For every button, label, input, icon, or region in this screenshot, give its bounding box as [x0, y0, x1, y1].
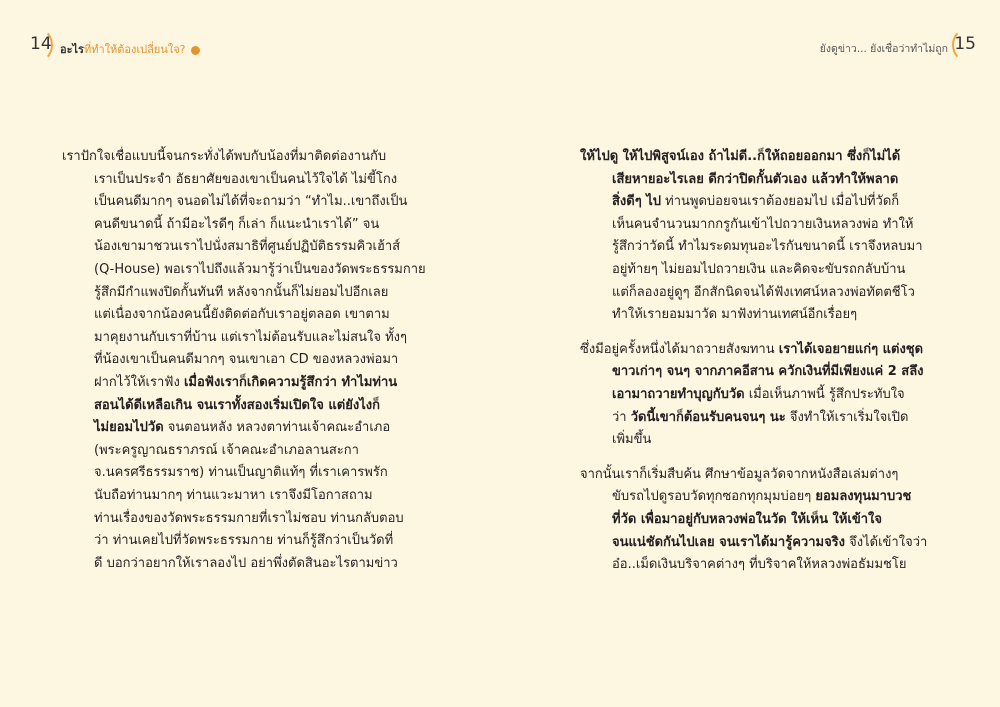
bold-text: วัดนี้เขาก็ต้อนรับคนจนๆ นะ: [630, 409, 786, 425]
text-run: จนตอนหลัง หลวงตาท่านเจ้าคณะอำเภอ: [163, 420, 391, 436]
text-run: ท่านพูดบ่อยจนเราต้องยอมไป เมื่อไปที่วัดก็: [661, 194, 900, 210]
text-line: [580, 464, 940, 487]
bold-text: เราได้เจอยายแก่ๆ แต่งชุด: [778, 341, 924, 357]
text-line: [580, 384, 940, 407]
text-line: [62, 440, 418, 463]
text-run: แต่ก็ลองอยู่ดูๆ อีกสักนิดจนได้ฟังเทศน์หลวงพ่อทัตตชีโว: [612, 284, 915, 300]
text-run: เราปักใจเชื่อแบบนี้จนกระทั่งได้พบกับน้องที่มาติดต่องานกับ: [62, 149, 387, 164]
text-line: [62, 259, 426, 282]
text-run: เป็นคนดีมากๆ จนอดไม่ได้ที่จะถามว่า “ทำไม..เขาถึงเป็น: [94, 194, 408, 210]
text-line: [580, 236, 940, 259]
text-run: เมื่อเห็นภาพนี้ รู้สึกประทับใจ: [744, 386, 905, 402]
left-column-text: [62, 146, 426, 575]
running-title-bold: อะไร: [60, 43, 84, 56]
text-run: อยู่ท้ายๆ ไม่ยอมไปถวายเงิน และคิดจะขับรถกลับบ้าน: [612, 261, 906, 277]
text-run: น้องเขามาชวนเราไปนั่งสมาธิที่ศูนย์ปฏิบัติธรรมคิวเฮ้าส์: [94, 239, 401, 255]
text-line: [62, 372, 418, 395]
text-line: [62, 395, 418, 418]
text-line: [580, 509, 940, 532]
text-line: [62, 508, 418, 531]
bold-text: ให้ไปดู ให้ไปพิสูจน์เอง ถ้าไม่ดี..ก็ให้ถอยออกมา ซึ่งก็ไม่ได้: [580, 149, 901, 164]
text-run: นับถือท่านมากๆ ท่านแวะมาหา เราจึงมีโอกาสถาม: [94, 487, 373, 503]
text-run: เห็นคนจำนวนมากกรูกันเข้าไปถวายเงินหลวงพ่อ ทำให้: [612, 216, 914, 232]
text-line: [580, 191, 940, 214]
text-run: ทำให้เรายอมมาวัด มาฟังท่านเทศน์อีกเรื่อยๆ: [612, 307, 858, 323]
text-line: [580, 214, 940, 237]
text-run: ซึ่งมีอยู่ครั้งหนึ่งได้มาถวายสังฆทาน: [580, 341, 779, 357]
text-run: เราเป็นประจำ อัธยาศัยของเขาเป็นคนไว้ใจได้ ไม่ขี้โกง: [94, 171, 398, 187]
text-line: [62, 462, 418, 485]
page-number-right: 15: [954, 34, 976, 54]
text-line: [62, 282, 418, 305]
bold-text: จนแน่ชัดกันไปเลย จนเราได้มารู้ความจริง: [612, 534, 846, 550]
running-title-left: [60, 40, 200, 58]
text-line: [62, 169, 418, 192]
text-run: รู้สึกมีกำแพงปิดกั้นทันที หลังจากนั้นก็ไม่ยอมไปอีกเลย: [94, 284, 389, 300]
text-line: [580, 361, 940, 384]
text-run: อ๋อ..เม็ดเงินบริจาคต่างๆ ที่บริจาคให้หลวงพ่อธัมมชโย: [612, 557, 907, 573]
text-line: [580, 259, 940, 282]
bold-text: สิ่งดีๆ ไป: [612, 194, 662, 210]
bold-text: เสียหายอะไรเลย ดีกว่าปิดกั้นตัวเอง แล้วทำให้พลาด: [612, 171, 899, 187]
text-run: ว่า: [612, 409, 631, 425]
text-run: ขับรถไปดูรอบวัดทุกซอกทุกมุมบ่อยๆ: [612, 489, 816, 505]
text-line: [62, 530, 418, 553]
text-run: ดี บอกว่าอยากให้เราลองไป อย่าพึ่งตัดสินอะไรตามข่าว: [94, 555, 398, 571]
paragraph: [580, 146, 940, 327]
orange-circle-icon: [191, 46, 200, 55]
text-run: จากนั้นเราก็เริ่มสืบค้น ศึกษาข้อมูลวัดจากหนังสือเล่มต่างๆ: [580, 466, 899, 482]
right-column-text: [580, 146, 940, 589]
text-line: [580, 532, 940, 555]
running-title-rest: ที่ทำให้ต้องเปลี่ยนใจ?: [83, 43, 186, 56]
text-line: [62, 485, 418, 508]
text-run: จ.นครศรีธรรมราช) ท่านเป็นญาติแท้ๆ ที่เราเคารพรัก: [94, 465, 388, 481]
text-run: ที่น้องเขาเป็นคนดีมากๆ จนเขาเอา CD ของหลวงพ่อมา: [94, 352, 399, 368]
text-run: มาคุยงานกับเราที่บ้าน แต่เราไม่ต้อนรับและไม่สนใจ ทั้งๆ: [94, 329, 407, 345]
bold-text: สอนได้ดีเหลือเกิน จนเราทั้งสองเริ่มเปิดใจ แต่ยังไงก็: [94, 397, 380, 413]
text-line: [62, 349, 418, 372]
text-line: [580, 146, 940, 169]
text-line: [62, 214, 418, 237]
running-title-right: ยังดูข่าว... ยังเชื่อว่าทำไม่ถูก: [819, 43, 948, 55]
text-line: [62, 236, 418, 259]
page-number-left: 14: [30, 34, 52, 54]
text-line: [62, 327, 418, 350]
text-line: [580, 282, 940, 305]
text-run: จึงทำให้เราเริ่มใจเปิด: [785, 409, 909, 425]
bold-text: ยอมลงทุนมาบวช: [815, 489, 912, 505]
text-run: (พระครูญาณธราภรณ์ เจ้าคณะอำเภอลานสะกา: [94, 442, 359, 458]
paragraph: [580, 339, 940, 452]
text-run: คนดีขนาดนี้ ถ้ามีอะไรดีๆ ก็เล่า ก็แนะนำเราได้” จน: [94, 216, 380, 232]
text-line: [580, 429, 940, 452]
text-run: รู้สึกว่าวัดนี้ ทำไมระดมทุนอะไรกันขนาดนี้ เราจึงหลบมา: [612, 239, 923, 255]
text-run: เพิ่มขึ้น: [612, 432, 652, 448]
text-run: ว่า ท่านเคยไปที่วัดพระธรรมกาย ท่านก็รู้สึกว่าเป็นวัดที่: [94, 533, 394, 549]
text-line: [580, 554, 940, 577]
bold-text: เมื่อฟังเราก็เกิดความรู้สึกว่า ทำไมท่าน: [183, 374, 398, 390]
text-line: [580, 339, 940, 362]
bold-text: เอามาถวายทำบุญกับวัด: [612, 386, 745, 402]
text-line: [62, 553, 418, 576]
text-line: [580, 304, 940, 327]
text-line: [580, 169, 940, 192]
text-run: ท่านเรื่องของวัดพระธรรมกายที่เราไม่ชอบ ท่านกลับตอบ: [94, 510, 404, 526]
text-line: [62, 417, 418, 440]
bold-text: ไม่ยอมไปวัด: [94, 420, 164, 436]
text-line: [62, 304, 418, 327]
text-line: [62, 146, 418, 169]
text-line: [580, 407, 940, 430]
text-line: [62, 191, 418, 214]
text-run: จึงได้เข้าใจว่า: [845, 534, 928, 550]
text-run: (Q-House) พอเราไปถึงแล้วมารู้ว่าเป็นของวัดพระธรรมกาย: [94, 261, 426, 277]
bold-text: ขาวเก่าๆ จนๆ จากภาคอีสาน ควักเงินที่มีเพียงแค่ 2 สลึง: [612, 364, 924, 380]
text-run: ฝากไว้ให้เราฟัง: [94, 374, 184, 390]
paragraph: [580, 464, 940, 577]
text-line: [580, 486, 940, 509]
bold-text: ที่วัด เพื่อมาอยู่กับหลวงพ่อในวัด ให้เห็น ให้เข้าใจ: [612, 511, 882, 527]
text-run: แต่เนื่องจากน้องคนนี้ยังติดต่อกับเราอยู่ตลอด เขาตาม: [94, 307, 390, 323]
